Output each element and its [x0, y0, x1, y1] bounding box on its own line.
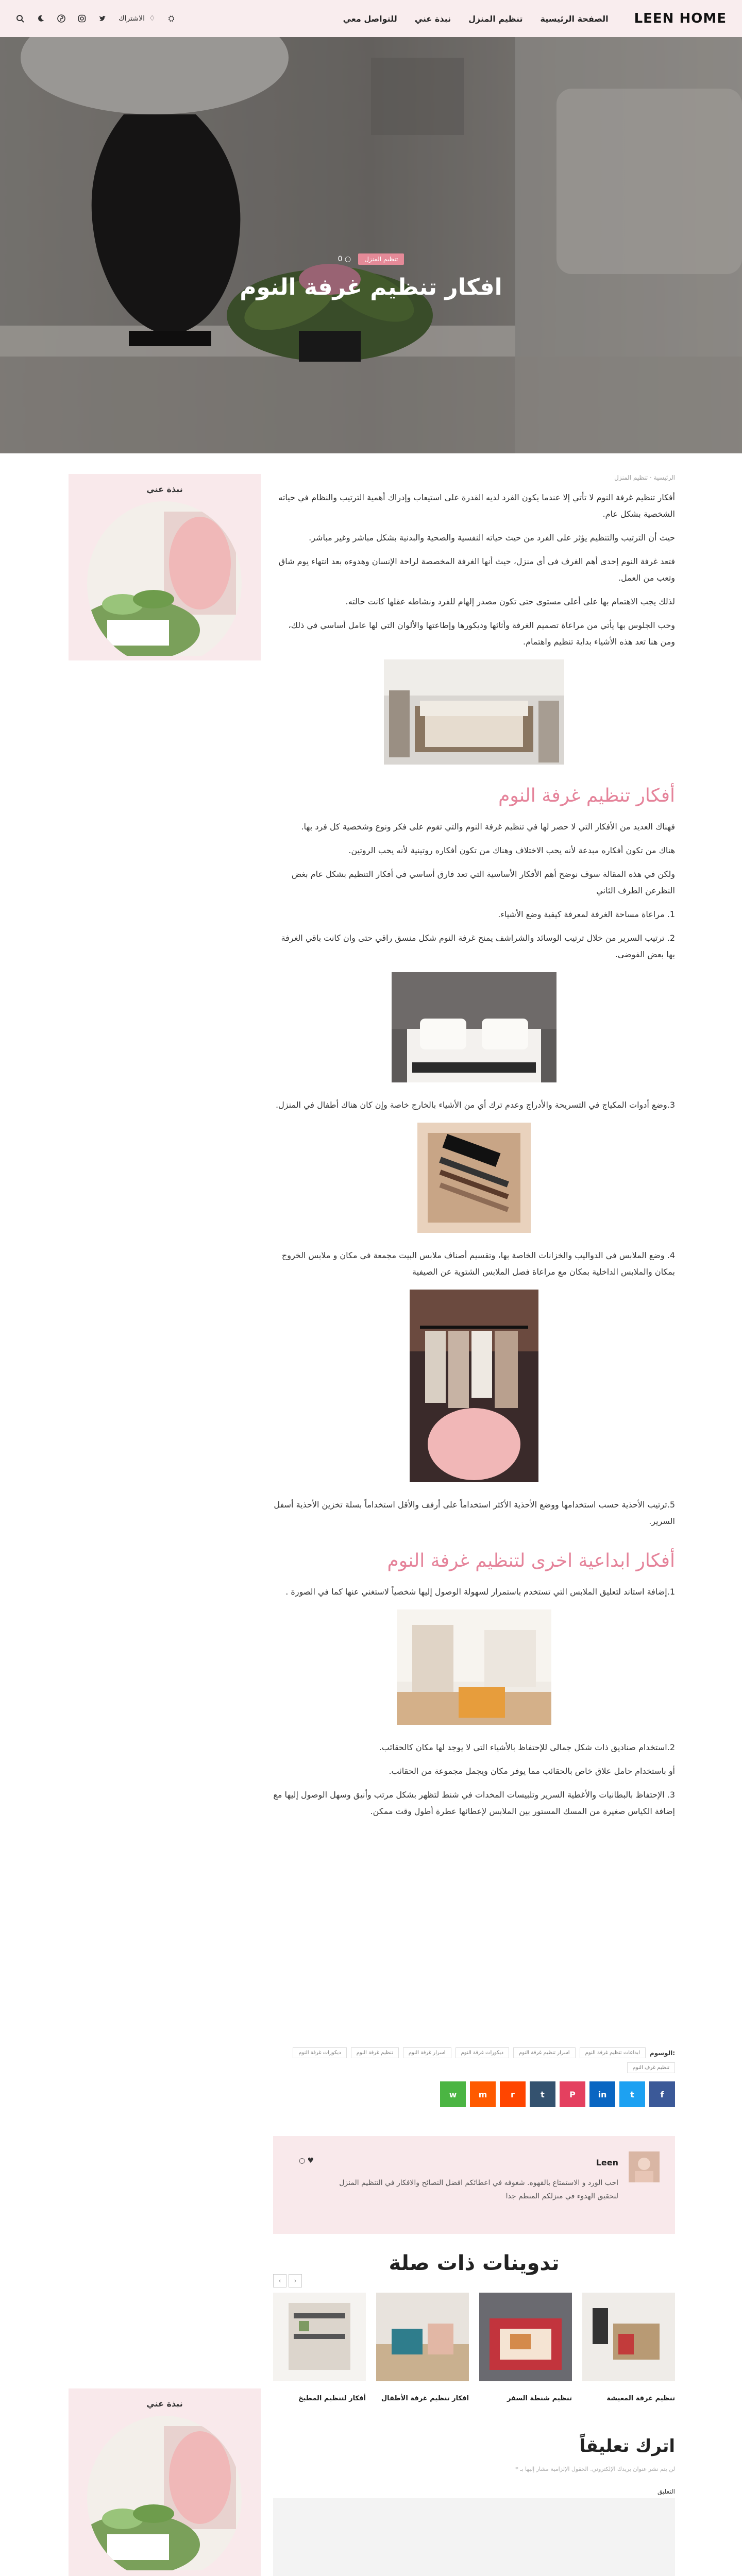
tag-link[interactable]: ابداعات تنظيم غرفة النوم — [580, 2047, 646, 2058]
main-nav — [343, 14, 609, 24]
article-paragraph: هناك من تكون أفكاره مبدعة لأنه يحب الاختلاف وهناك من تكون أفكاره روتينية لأنه يحب الروتين. — [348, 845, 675, 855]
about-widget-title: نبذة عني — [146, 484, 183, 494]
article-paragraph: فهناك العديد من الأفكار التي لا حصر لها في تنظيم غرفة النوم والتي تقوم على فكر ونوع وشخصية كل فرد بها. — [301, 822, 675, 832]
pillows-photo — [392, 972, 556, 1082]
comment-label: التعليق — [657, 2488, 675, 2495]
share-mix-icon[interactable]: m — [470, 2081, 496, 2107]
subscribe-label: الاشتراك — [119, 14, 145, 23]
article-paragraph: 1.إضافة استاند لتعليق الملابس التي تستخدم باستمرار لسهولة الوصول إليها شخصياً لاستغني عنها كما في الصورة . — [285, 1587, 675, 1597]
article-body — [273, 474, 675, 1827]
article-paragraph: 2.استخدام صناديق ذات شكل جمالي للإحتفاظ بالأشياء التي لا يوجد لها مكان كالحقائب. — [379, 1742, 675, 1752]
tag-link[interactable]: ديكورات غرفة النوم — [456, 2047, 509, 2058]
nav-home-org[interactable]: تنظيم المنزل — [468, 13, 523, 24]
related-posts — [273, 2293, 675, 2402]
makeup-photo — [417, 1123, 531, 1233]
tag-link[interactable]: ديكورات غرفة النوم — [293, 2047, 346, 2058]
heart-icon[interactable]: ♥ — [307, 2157, 314, 2165]
site-logo[interactable]: LEEN HOME — [634, 11, 727, 26]
post-tags — [273, 2047, 675, 2073]
tag-link[interactable]: اسرار تنظيم غرفة النوم — [513, 2047, 576, 2058]
related-post-title[interactable]: تنظيم شنطة السفر — [507, 2395, 572, 2402]
related-post[interactable] — [273, 2293, 366, 2402]
related-post-title[interactable]: أفكار لتنظيم المطبخ — [298, 2395, 366, 2402]
bedroom-photo — [384, 659, 564, 765]
related-post[interactable] — [479, 2293, 572, 2402]
header-tools — [15, 14, 176, 23]
related-post-image — [273, 2293, 366, 2381]
share-linkedin-icon[interactable]: in — [589, 2081, 615, 2107]
article-paragraph: 3. الإحتفاظ بالبطانيات والأغطية السرير وتلبيسات المخدات في شنط لتظهر بشكل مرتب وأنيق وسهل الوصول إليها مع إضافة الكياس صغيرة من المسك المستور بين الملابس لإعطائها عطرة أطول وقت ممكن. — [273, 1790, 675, 1816]
subscribe-link[interactable] — [119, 14, 156, 23]
top-bar — [0, 0, 742, 37]
article-paragraph: 2. ترتيب السرير من خلال ترتيب الوسائد والشراشف يمنح غرفة النوم شكل منسق راقي حتى وان كانت باقي الغرفة بها بعض الفوضى. — [281, 933, 675, 959]
related-nav — [273, 2274, 302, 2287]
share-tumblr-icon[interactable]: t — [530, 2081, 555, 2107]
share-reddit-icon[interactable]: r — [500, 2081, 526, 2107]
related-post[interactable] — [376, 2293, 469, 2402]
nav-contact[interactable]: للتواصل معي — [343, 13, 397, 24]
tag-link[interactable]: تنظيم غرفة النوم — [351, 2047, 399, 2058]
related-post-image — [479, 2293, 572, 2381]
comment-form-note: لن يتم نشر عنوان بريدك الإلكتروني. الحقول الإلزامية مشار إليها بـ * — [515, 2466, 675, 2472]
clothes-rack-photo — [410, 1290, 538, 1482]
dark-mode-icon[interactable] — [36, 14, 45, 23]
share-buttons — [273, 2081, 675, 2107]
search-icon[interactable] — [15, 14, 25, 23]
related-post-title[interactable]: تنظيم غرفة المعيشة — [606, 2395, 675, 2402]
twitter-icon[interactable] — [98, 14, 107, 23]
hero-category-badge[interactable]: تنظيم المنزل — [358, 253, 404, 265]
comment-count-value: 0 — [338, 255, 343, 263]
article-paragraph: 1. مراعاة مساحة الغرفة لمعرفة كيفية وضع الأشياء. — [498, 909, 675, 919]
related-post-title[interactable]: افكار تنظيم غرفة الأطفال — [381, 2395, 469, 2402]
about-widget-sticky — [69, 2388, 261, 2576]
section-heading: أفكار ابداعية اخرى لتنظيم غرفة النوم — [387, 1550, 675, 1571]
related-header — [273, 2251, 675, 2275]
article-paragraph: أو باستخدام حامل علاق خاص بالحقائب مما يوفر مكان ويجمل مجموعة من الحقائب. — [389, 1766, 675, 1776]
tags-label: الوسوم: — [649, 2049, 675, 2057]
tag-link[interactable]: تنظيم غرف النوم — [627, 2062, 675, 2073]
article-paragraph: أفكار تنظيم غرفة النوم لا تأتي إلا عندما يكون الفرد لديه القدرة على استيعاب وإدراك أهمية الترتيب والنظام في حياته الشخصية بشكل عام. — [278, 493, 675, 519]
author-avatar[interactable] — [629, 2151, 660, 2182]
comment-textarea[interactable] — [273, 2498, 675, 2576]
article-paragraph: 4. وضع الملابس في الدواليب والخزانات الخاصة بها، وتقسيم أصناف ملابس البيت مجمعة في مكان و ملابس الخروج بمكان والملابس الداخلية بمكان مع مراعاة فصل الملابس الشتوية عن الصيفية — [281, 1250, 675, 1277]
related-title: تدوينات ذات صلة — [389, 2251, 560, 2275]
hero-meta — [0, 253, 742, 265]
related-post-image — [582, 2293, 675, 2381]
article-paragraph: ولكن في هذه المقالة سوف نوضح أهم الأفكار الأساسية التي تعد فارق أساسي في أفكار التنظيم بشكل عام بغض النظرعن الطرف الثاني — [291, 869, 675, 895]
bell-icon: ♢ — [148, 14, 156, 23]
author-box — [273, 2136, 675, 2234]
author-bio: احب الورد و الاستمتاع بالقهوه. شغوفه في اعطائكم افضل النصائح والافكار في التنظيم المنزل لتحقيق الهدوء في منزلكم المنظم جدا — [339, 2179, 618, 2200]
breadcrumb[interactable]: الرئيسية · تنظيم المنزل — [614, 474, 675, 481]
author-name[interactable]: Leen — [596, 2158, 618, 2167]
related-post-image — [376, 2293, 469, 2381]
nav-about[interactable]: نبذة عني — [414, 13, 451, 24]
share-twitter-icon[interactable]: t — [619, 2081, 645, 2107]
pinterest-icon[interactable] — [57, 14, 66, 23]
article-paragraph: حيث أن الترتيب والتنظيم يؤثر على الفرد من حيث حياته النفسية والصحية والبدنية بشكل مباشر وغير مباشر. — [309, 533, 675, 543]
comment-icon: ○ — [342, 255, 351, 263]
share-facebook-icon[interactable]: f — [649, 2081, 675, 2107]
about-image — [87, 501, 243, 656]
comment-count — [338, 255, 351, 263]
section-heading: أفكار تنظيم غرفة النوم — [498, 785, 675, 806]
instagram-icon[interactable] — [77, 14, 87, 23]
about-widget — [69, 474, 261, 660]
instagram-icon[interactable]: ○ — [299, 2157, 306, 2165]
article-paragraph: 5.ترتيب الأحذية حسب استخدامها ووضع الأحذية الأكثر استخداماً على أرفف والأقل استخداماً بسلة تخزين الأحذية أسفل السرير. — [274, 1500, 675, 1526]
author-social — [299, 2157, 314, 2165]
hero-image — [0, 37, 742, 453]
stand-photo — [397, 1609, 551, 1725]
article-paragraph: فتعد غرفة النوم إحدى أهم الغرف في أي منزل، حيث أنها الغرفة المخصصة لراحة الإنسان وهدوءه بعد انتهاء يوم شاق وتعب من العمل. — [278, 556, 675, 583]
post-title: افكار تنظيم غرفة النوم — [240, 274, 502, 300]
related-post[interactable] — [582, 2293, 675, 2402]
settings-icon[interactable]: ⛭ — [168, 14, 175, 23]
share-whatsapp-icon[interactable]: w — [440, 2081, 466, 2107]
comment-form-title: اترك تعليقاً — [579, 2436, 675, 2456]
header-right — [343, 11, 727, 26]
about-image — [87, 2416, 243, 2570]
next-icon[interactable]: › — [289, 2274, 302, 2287]
share-pinterest-icon[interactable]: P — [560, 2081, 585, 2107]
nav-home[interactable]: الصفحة الرئيسية — [540, 13, 609, 24]
comment-form — [273, 2436, 675, 2576]
about-widget-title: نبذة عني — [146, 2399, 183, 2409]
prev-icon[interactable]: ‹ — [273, 2274, 286, 2287]
article-paragraph: وحب الجلوس بها يأتي من مراعاة تصميم الغرفة وأثاثها وديكورها وإطاعتها والألوان التي لها عامل أساسي في ذلك، ومن هنا تعد هذه الأشياء بداية تنظيم واهتمام. — [288, 620, 675, 647]
tag-link[interactable]: اسرار غرفة النوم — [403, 2047, 451, 2058]
article-paragraph: لذلك يجب الاهتمام بها على أعلى مستوى حتى تكون مصدر إلهام للفرد ونشاطه عقلها كانت حالته. — [345, 597, 675, 606]
article-paragraph: 3.وضع أدوات المكياج في التسريحة والأدراج وعدم ترك أي من الأشياء بالخارج خاصة وإن كان هناك أطفال في المنزل. — [276, 1100, 675, 1110]
